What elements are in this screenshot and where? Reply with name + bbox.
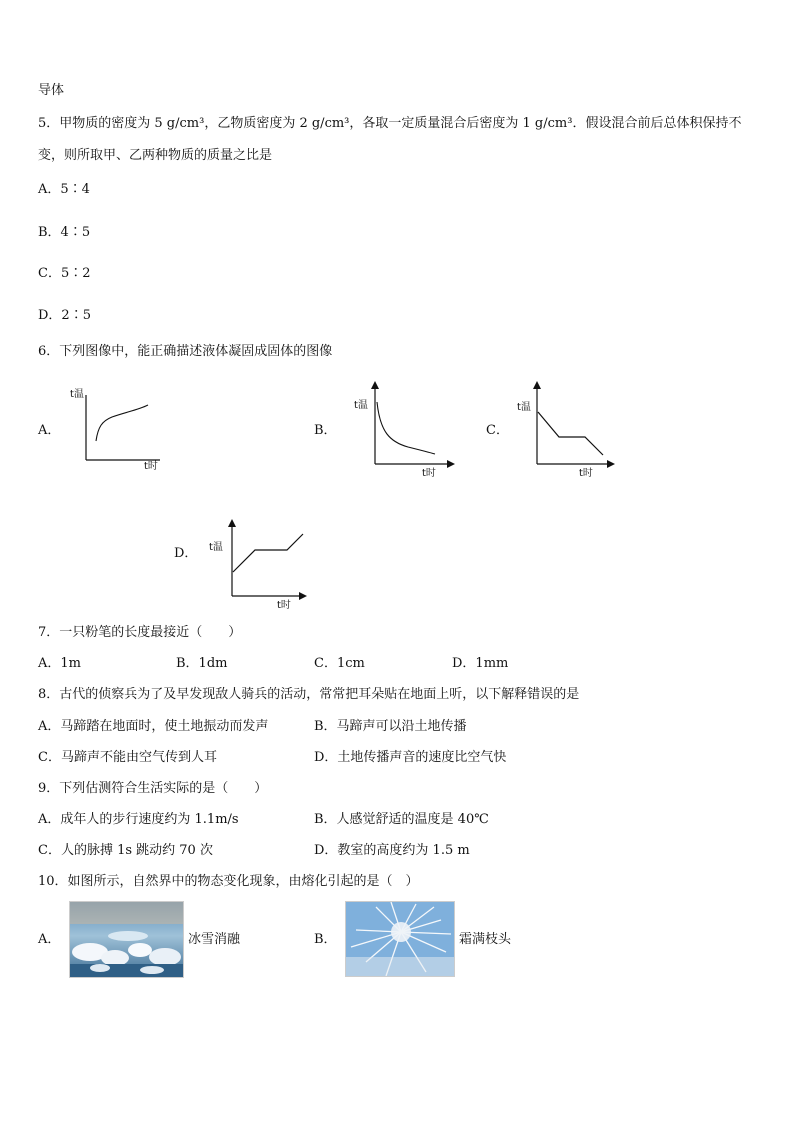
q6-graph-b — [350, 380, 460, 480]
q5-option-c[interactable]: C．5∶2 — [38, 266, 91, 281]
q6-graph-d — [207, 516, 317, 611]
q5-line2: 变，则所取甲、乙两种物质的质量之比是 — [38, 148, 273, 163]
q6-b-ylabel: t温 — [354, 400, 368, 411]
q6-label-b[interactable]: B． — [314, 423, 337, 438]
q6-stem: 6．下列图像中，能正确描述液体凝固成固体的图像 — [38, 344, 333, 359]
q10-stem: 10．如图所示，自然界中的物态变化现象，由熔化引起的是（ ） — [38, 874, 419, 889]
q6-c-xlabel: t时 — [579, 468, 593, 479]
q5-option-d[interactable]: D．2∶5 — [38, 308, 91, 323]
q10-label-a[interactable]: A． — [38, 932, 61, 947]
q10-caption-b: 霜满枝头 — [459, 932, 512, 947]
q10-caption-a: 冰雪消融 — [188, 932, 241, 947]
q8-stem: 8．古代的侦察兵为了及早发现敌人骑兵的活动，常常把耳朵贴在地面上听，以下解释错误的是 — [38, 687, 580, 702]
q6-d-xlabel: t时 — [277, 600, 291, 611]
q8-option-b[interactable]: B．马蹄声可以沿土地传播 — [314, 719, 467, 734]
q6-label-d[interactable]: D． — [174, 546, 198, 561]
q5-line1: 5．甲物质的密度为 5 g/cm³，乙物质密度为 2 g/cm³，各取一定质量混合后密度为 1 g/cm³．假设混合前后总体积保持不 — [38, 116, 742, 131]
q8-option-a[interactable]: A．马蹄踏在地面时，使土地振动而发声 — [38, 719, 269, 734]
q8-option-d[interactable]: D．土地传播声音的速度比空气快 — [314, 750, 507, 765]
q6-graph-c — [515, 380, 625, 480]
q7-option-c[interactable]: C．1cm — [314, 656, 365, 671]
q6-a-xlabel: t时 — [144, 461, 158, 472]
q9-option-c[interactable]: C．人的脉搏 1s 跳动约 70 次 — [38, 843, 213, 858]
snow-melt-photo — [69, 901, 184, 978]
q6-d-ylabel: t温 — [209, 542, 223, 553]
q7-stem: 7．一只粉笔的长度最接近（ ） — [38, 625, 242, 640]
q9-option-b[interactable]: B．人感觉舒适的温度是 40℃ — [314, 812, 489, 827]
q6-label-c[interactable]: C． — [486, 423, 509, 438]
q8-option-c[interactable]: C．马蹄声不能由空气传到人耳 — [38, 750, 217, 765]
q6-label-a[interactable]: A． — [38, 423, 61, 438]
q10-label-b[interactable]: B． — [314, 932, 337, 947]
q6-c-ylabel: t温 — [517, 402, 531, 413]
q5-option-a[interactable]: A．5∶4 — [38, 182, 90, 197]
q6-graph-a — [68, 383, 168, 473]
q7-option-a[interactable]: A．1m — [38, 656, 81, 671]
q5-option-b[interactable]: B．4∶5 — [38, 225, 91, 240]
q7-option-b[interactable]: B．1dm — [176, 656, 228, 671]
q6-a-ylabel: t温 — [70, 389, 84, 400]
q6-b-xlabel: t时 — [422, 468, 436, 479]
q7-option-d[interactable]: D．1mm — [452, 656, 509, 671]
q9-option-d[interactable]: D．教室的高度约为 1.5 m — [314, 843, 470, 858]
top-fragment: 导体 — [38, 83, 65, 98]
q9-option-a[interactable]: A．成年人的步行速度约为 1.1m/s — [38, 812, 239, 827]
q9-stem: 9．下列估测符合生活实际的是（ ） — [38, 781, 268, 796]
frost-branch-photo — [345, 901, 455, 977]
